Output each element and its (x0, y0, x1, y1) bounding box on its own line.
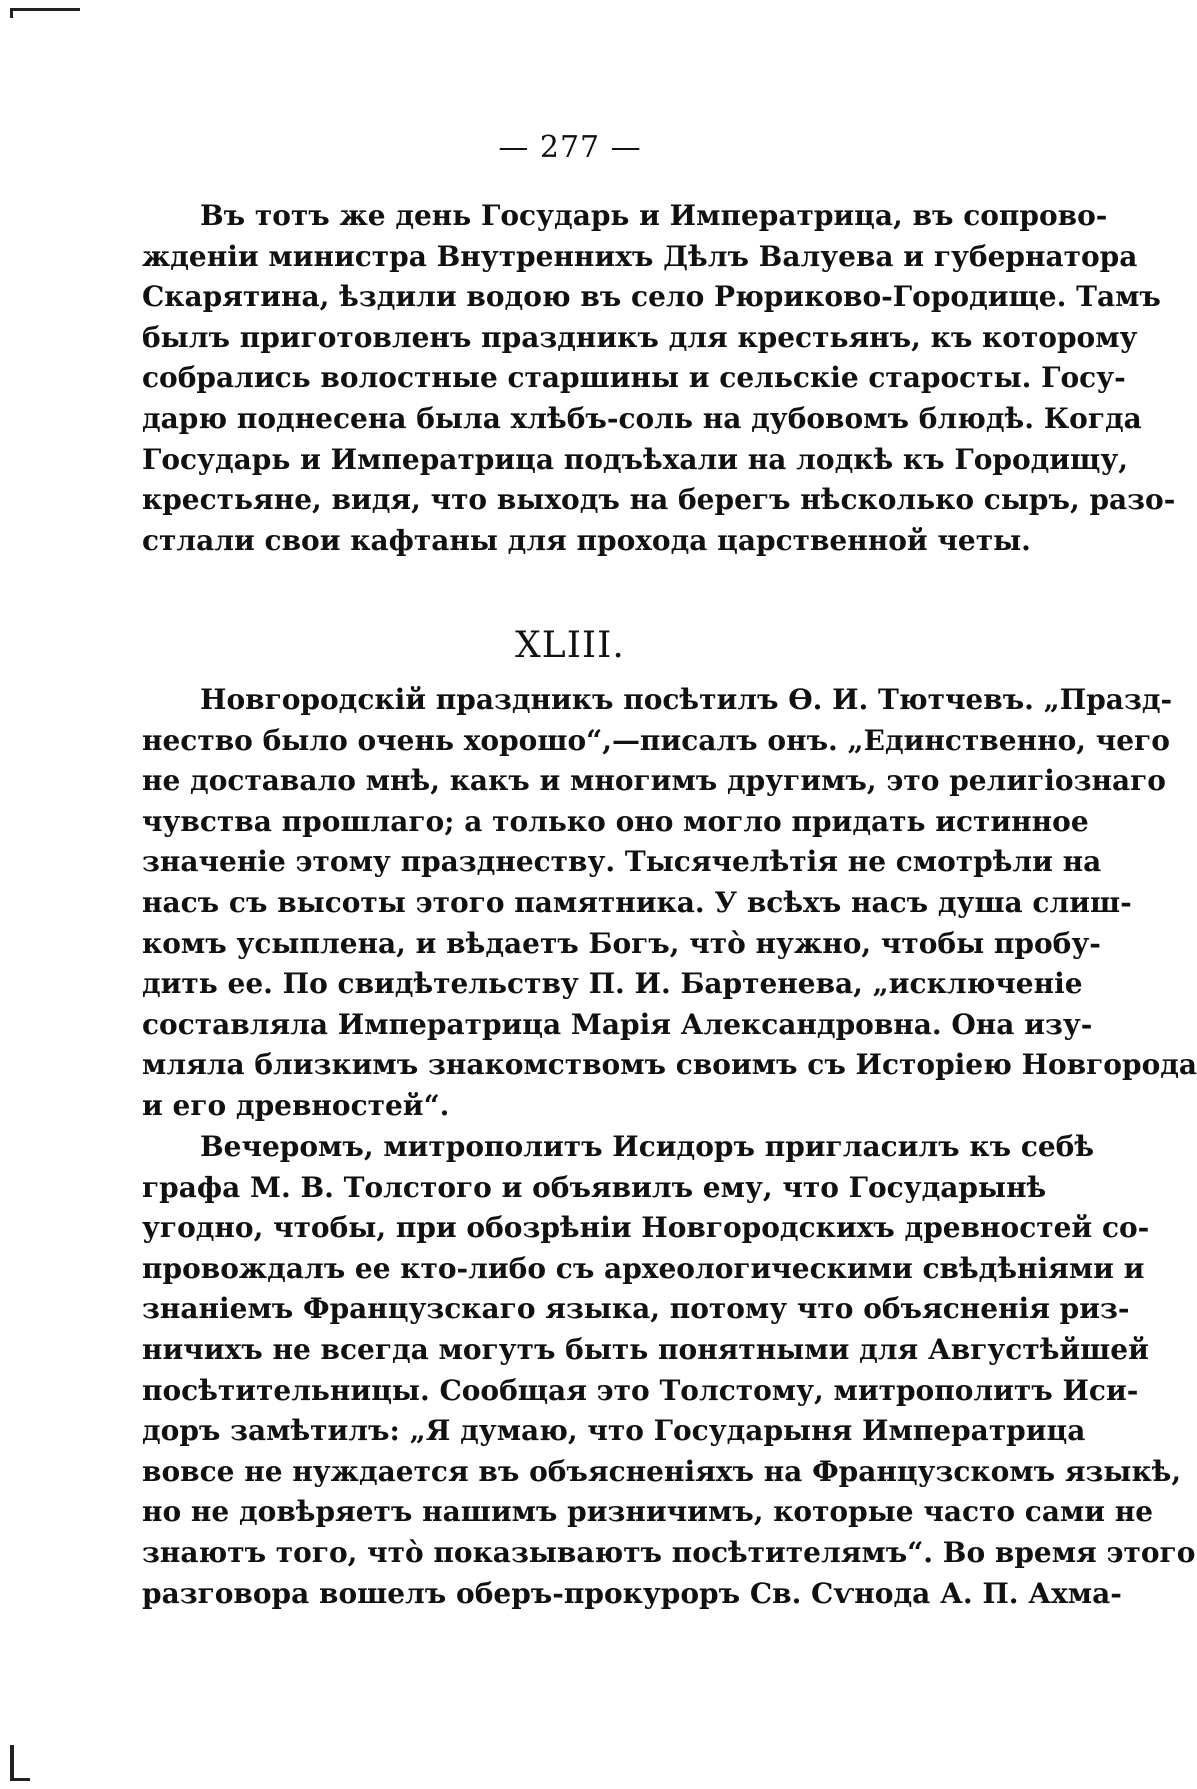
paragraph-2 (142, 680, 1197, 1127)
text-line: знаютъ того, что̀ показываютъ посѣтителямъ“. Во время этого (142, 1535, 1196, 1569)
text-line: былъ приготовленъ праздникъ для крестьянъ, къ которому (142, 320, 1138, 354)
text-line: разговора вошелъ оберъ-прокуроръ Св. Сѵнода А. П. Ахма- (142, 1576, 1122, 1610)
text-line: Новгородскій праздникъ посѣтилъ Ѳ. И. Тютчевъ. „Празд- (200, 683, 1173, 716)
text-line: насъ съ высоты этого памятника. У всѣхъ насъ душа слиш- (142, 885, 1132, 919)
paragraph-3 (142, 1127, 1196, 1614)
text-line: собрались волостные старшины и сельскіе старосты. Госу- (142, 361, 1126, 395)
text-line: Государь и Императрица подъѣхали на лодкѣ къ Городищу, (142, 442, 1129, 476)
text-line: Скарятина, ѣздили водою въ село Рюриково-Городище. Тамъ (142, 280, 1161, 314)
page-number: — 277 — (498, 130, 642, 165)
text-line: составляла Императрица Марія Александровна. Она изу- (142, 1007, 1093, 1041)
text-line: провождалъ ее кто-либо съ археологическими свѣдѣніями и (142, 1251, 1145, 1285)
text-line: Вечеромъ, митрополитъ Исидоръ пригласилъ къ себѣ (200, 1130, 1095, 1163)
section-heading: XLIII. (515, 625, 625, 666)
text-line: мляла близкимъ знакомствомъ своимъ съ Исторіею Новгорода (142, 1048, 1197, 1082)
scan-mark-bottom-left (10, 1745, 14, 1781)
text-line: стлали свои кафтаны для прохода царственной четы. (142, 523, 1031, 557)
scan-mark-top-left (10, 8, 80, 11)
text-line: дарю поднесена была хлѣбъ-соль на дубовомъ блюдѣ. Когда (142, 401, 1142, 435)
text-line: знаніемъ Французскаго языка, потому что объясненія риз- (142, 1292, 1130, 1326)
text-line: нество было очень хорошо“,—писалъ онъ. „Единственно, чего (142, 723, 1170, 757)
text-line: комъ усыплена, и вѣдаетъ Богъ, что̀ нужно, чтобы пробу- (142, 926, 1101, 960)
text-line: Въ тотъ же день Государь и Императрица, въ сопрово- (200, 199, 1108, 232)
text-line: вовсе не нуждается въ объясненіяхъ на Французскомъ языкѣ, (142, 1454, 1182, 1488)
text-line: но не довѣряетъ нашимъ ризничимъ, которые часто сами не (142, 1495, 1154, 1529)
text-line: крестьяне, видя, что выходъ на берегъ нѣсколько сыръ, разо- (142, 483, 1176, 517)
text-line: жденіи министра Внутреннихъ Дѣлъ Валуева и губернатора (142, 239, 1138, 273)
scan-mark-bottom-left-foot (10, 1778, 30, 1781)
scan-mark-top-left-vertical (10, 8, 13, 18)
text-line: посѣтительницы. Сообщая это Толстому, митрополитъ Иси- (142, 1373, 1139, 1407)
text-line: доръ замѣтилъ: „Я думаю, что Государыня Императрица (142, 1414, 1086, 1448)
text-line: чувства прошлаго; а только оно могло придать истинное (142, 804, 1089, 838)
text-line: дить ее. По свидѣтельству П. И. Бартенева, „исключеніе (142, 967, 1083, 1001)
paragraph-1 (142, 196, 1176, 561)
text-line: графа М. В. Толстого и объявилъ ему, что Государынѣ (142, 1170, 1047, 1204)
text-line: угодно, чтобы, при обозрѣніи Новгородскихъ древностей со- (142, 1211, 1150, 1245)
text-line: и его древностей“. (142, 1088, 450, 1122)
text-line: значеніе этому празднеству. Тысячелѣтія не смотрѣли на (142, 845, 1102, 879)
text-line: не доставало мнѣ, какъ и многимъ другимъ, это религіознаго (142, 764, 1166, 798)
text-line: ничихъ не всегда могутъ быть понятными для Августѣйшей (142, 1332, 1149, 1366)
